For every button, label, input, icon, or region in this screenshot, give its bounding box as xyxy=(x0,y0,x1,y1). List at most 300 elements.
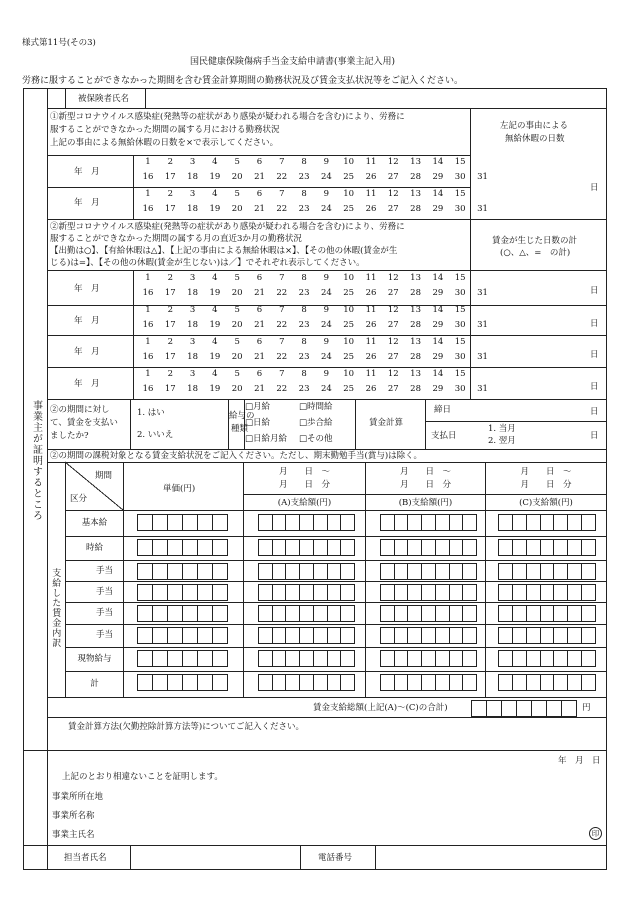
digit-box[interactable] xyxy=(138,515,153,530)
calendar-day[interactable]: 23 xyxy=(298,204,310,214)
digit-box[interactable] xyxy=(513,564,527,579)
digit-box[interactable] xyxy=(422,585,436,600)
digit-box[interactable] xyxy=(527,564,541,579)
digit-box[interactable] xyxy=(554,564,568,579)
calendar-day[interactable]: 28 xyxy=(410,172,421,182)
digit-box[interactable] xyxy=(582,540,595,555)
digit-box[interactable] xyxy=(568,606,582,621)
calendar-day[interactable]: 22 xyxy=(276,172,288,182)
digit-box[interactable] xyxy=(422,515,436,530)
calendar-day[interactable]: 10 xyxy=(343,189,355,199)
calendar-day[interactable]: 29 xyxy=(432,320,444,330)
calendar-day[interactable]: 14 xyxy=(432,189,444,199)
digit-box[interactable] xyxy=(314,675,328,690)
digit-box[interactable] xyxy=(381,628,395,643)
digit-box[interactable] xyxy=(273,540,287,555)
calendar-day[interactable]: 18 xyxy=(187,288,198,298)
amount-digit-boxes[interactable] xyxy=(137,650,228,667)
digit-box[interactable] xyxy=(422,606,436,621)
digit-box[interactable] xyxy=(436,628,450,643)
digit-box[interactable] xyxy=(582,651,595,666)
digit-box[interactable] xyxy=(341,651,354,666)
digit-box[interactable] xyxy=(259,515,273,530)
digit-box[interactable] xyxy=(168,564,183,579)
calendar-day[interactable]: 1 xyxy=(145,157,151,167)
calendar-day[interactable]: 26 xyxy=(365,352,377,362)
wage-type-daily-monthly-checkbox[interactable]: □日給月給 xyxy=(245,434,288,444)
calendar-day[interactable]: 12 xyxy=(387,369,399,379)
calendar-day[interactable]: 16 xyxy=(142,288,154,298)
digit-box[interactable] xyxy=(408,628,422,643)
calendar-day[interactable]: 18 xyxy=(187,204,198,214)
calendar-day[interactable]: 18 xyxy=(187,320,198,330)
digit-box[interactable] xyxy=(286,606,300,621)
digit-box[interactable] xyxy=(450,515,464,530)
digit-box[interactable] xyxy=(300,606,314,621)
calendar-day[interactable]: 21 xyxy=(254,320,265,330)
calendar-day[interactable]: 14 xyxy=(432,369,444,379)
digit-box[interactable] xyxy=(381,564,395,579)
certification-date[interactable]: 年 月 日 xyxy=(558,756,601,766)
digit-box[interactable] xyxy=(527,675,541,690)
calendar-day[interactable]: 14 xyxy=(432,273,444,283)
digit-box[interactable] xyxy=(395,628,409,643)
digit-box[interactable] xyxy=(198,651,213,666)
calendar-day[interactable]: 13 xyxy=(410,305,421,315)
calendar-day[interactable]: 11 xyxy=(365,337,377,347)
calendar-day[interactable]: 26 xyxy=(365,320,377,330)
calendar-day[interactable]: 22 xyxy=(276,204,288,214)
calendar-day[interactable]: 29 xyxy=(432,352,444,362)
calendar-day[interactable]: 13 xyxy=(410,369,421,379)
calendar-day[interactable]: 31 xyxy=(477,384,488,394)
digit-box[interactable] xyxy=(314,585,328,600)
calendar-day[interactable]: 30 xyxy=(454,288,466,298)
digit-box[interactable] xyxy=(436,540,450,555)
digit-box[interactable] xyxy=(198,515,213,530)
calendar-day[interactable]: 21 xyxy=(254,172,265,182)
calendar-day[interactable]: 19 xyxy=(209,172,221,182)
digit-box[interactable] xyxy=(183,606,198,621)
calendar-day[interactable]: 16 xyxy=(142,384,154,394)
calendar-day[interactable]: 15 xyxy=(454,273,466,283)
digit-box[interactable] xyxy=(213,675,227,690)
digit-box[interactable] xyxy=(450,675,464,690)
calendar-day[interactable]: 24 xyxy=(320,352,332,362)
calendar-day[interactable]: 12 xyxy=(387,337,399,347)
digit-box[interactable] xyxy=(422,675,436,690)
digit-box[interactable] xyxy=(153,606,168,621)
calendar-day[interactable]: 4 xyxy=(212,305,218,315)
digit-box[interactable] xyxy=(341,675,354,690)
digit-box[interactable] xyxy=(450,540,464,555)
digit-box[interactable] xyxy=(183,675,198,690)
digit-box[interactable] xyxy=(554,651,568,666)
digit-box[interactable] xyxy=(153,564,168,579)
digit-box[interactable] xyxy=(568,628,582,643)
digit-box[interactable] xyxy=(541,585,555,600)
digit-box[interactable] xyxy=(463,606,476,621)
calendar-day[interactable]: 1 xyxy=(145,189,151,199)
amount-digit-boxes[interactable] xyxy=(380,674,477,691)
calendar-day[interactable]: 17 xyxy=(164,172,176,182)
calendar-day[interactable]: 6 xyxy=(256,157,263,167)
calendar-day[interactable]: 29 xyxy=(432,384,444,394)
calendar-day[interactable]: 5 xyxy=(234,273,240,283)
contact-person-field[interactable] xyxy=(131,846,300,869)
digit-box[interactable] xyxy=(395,515,409,530)
digit-box[interactable] xyxy=(554,515,568,530)
calendar-day[interactable]: 8 xyxy=(301,273,307,283)
digit-box[interactable] xyxy=(582,628,595,643)
digit-box[interactable] xyxy=(381,606,395,621)
amount-digit-boxes[interactable] xyxy=(258,539,355,556)
calendar-day[interactable]: 8 xyxy=(301,189,307,199)
digit-box[interactable] xyxy=(568,540,582,555)
digit-box[interactable] xyxy=(183,515,198,530)
calendar-day[interactable]: 27 xyxy=(387,384,399,394)
digit-box[interactable] xyxy=(568,651,582,666)
amount-digit-boxes[interactable] xyxy=(137,539,228,556)
calendar-day[interactable]: 24 xyxy=(320,320,332,330)
digit-box[interactable] xyxy=(259,606,273,621)
digit-box[interactable] xyxy=(198,675,213,690)
amount-digit-boxes[interactable] xyxy=(258,514,355,531)
calendar-day[interactable]: 21 xyxy=(254,204,265,214)
calendar-day[interactable]: 2 xyxy=(167,273,173,283)
digit-box[interactable] xyxy=(286,515,300,530)
digit-box[interactable] xyxy=(436,585,450,600)
digit-box[interactable] xyxy=(341,564,354,579)
digit-box[interactable] xyxy=(213,540,227,555)
digit-box[interactable] xyxy=(314,515,328,530)
amount-digit-boxes[interactable] xyxy=(258,563,355,580)
calendar-day[interactable]: 29 xyxy=(432,288,444,298)
digit-box[interactable] xyxy=(300,628,314,643)
digit-box[interactable] xyxy=(286,675,300,690)
digit-box[interactable] xyxy=(408,515,422,530)
digit-box[interactable] xyxy=(168,606,183,621)
amount-digit-boxes[interactable] xyxy=(258,650,355,667)
calendar-day[interactable]: 27 xyxy=(387,172,399,182)
calendar-day[interactable]: 3 xyxy=(189,369,196,379)
calendar-day[interactable]: 4 xyxy=(212,189,218,199)
amount-digit-boxes[interactable] xyxy=(137,674,228,691)
calendar-day[interactable]: 10 xyxy=(343,273,355,283)
calendar-day[interactable]: 2 xyxy=(167,305,173,315)
digit-box[interactable] xyxy=(213,515,227,530)
digit-box[interactable] xyxy=(168,651,183,666)
digit-box[interactable] xyxy=(138,628,153,643)
calendar-day[interactable]: 13 xyxy=(410,189,421,199)
digit-box[interactable] xyxy=(300,515,314,530)
amount-digit-boxes[interactable] xyxy=(380,584,477,601)
digit-box[interactable] xyxy=(422,540,436,555)
digit-box[interactable] xyxy=(463,675,476,690)
amount-digit-boxes[interactable] xyxy=(498,514,596,531)
calendar-day[interactable]: 24 xyxy=(320,384,332,394)
calendar-day[interactable]: 28 xyxy=(410,204,421,214)
calendar-day[interactable]: 6 xyxy=(256,337,263,347)
calendar-day[interactable]: 22 xyxy=(276,384,288,394)
calendar-day[interactable]: 24 xyxy=(320,204,332,214)
wage-type-hourly-checkbox[interactable]: □時間給 xyxy=(299,402,333,412)
calendar-day[interactable]: 17 xyxy=(164,352,176,362)
digit-box[interactable] xyxy=(314,540,328,555)
calendar-day[interactable]: 12 xyxy=(387,189,399,199)
digit-box[interactable] xyxy=(273,651,287,666)
digit-box[interactable] xyxy=(554,628,568,643)
digit-box[interactable] xyxy=(328,564,342,579)
calendar-day[interactable]: 3 xyxy=(189,189,196,199)
calendar-day[interactable]: 17 xyxy=(164,288,176,298)
calendar-day[interactable]: 23 xyxy=(298,384,310,394)
calendar-day[interactable]: 5 xyxy=(234,305,240,315)
calendar-day[interactable]: 22 xyxy=(276,288,288,298)
calendar-day[interactable]: 10 xyxy=(343,369,355,379)
calendar-day[interactable]: 1 xyxy=(145,369,151,379)
amount-digit-boxes[interactable] xyxy=(498,650,596,667)
amount-digit-boxes[interactable] xyxy=(137,514,228,531)
calendar-day[interactable]: 27 xyxy=(387,204,399,214)
calendar-day[interactable]: 2 xyxy=(167,157,173,167)
calendar-day[interactable]: 20 xyxy=(231,288,243,298)
digit-box[interactable] xyxy=(328,585,342,600)
calendar-day[interactable]: 30 xyxy=(454,384,466,394)
calendar-day[interactable]: 27 xyxy=(387,320,399,330)
calendar-day[interactable]: 4 xyxy=(212,369,218,379)
calendar-day[interactable]: 23 xyxy=(298,320,310,330)
digit-box[interactable] xyxy=(450,606,464,621)
digit-box[interactable] xyxy=(408,585,422,600)
digit-box[interactable] xyxy=(341,540,354,555)
digit-box[interactable] xyxy=(259,564,273,579)
calendar-day[interactable]: 20 xyxy=(231,204,243,214)
digit-box[interactable] xyxy=(463,564,476,579)
calendar-day[interactable]: 31 xyxy=(477,288,488,298)
calendar-day[interactable]: 20 xyxy=(231,172,243,182)
calendar-day[interactable]: 15 xyxy=(454,157,466,167)
digit-box[interactable] xyxy=(436,515,450,530)
digit-box[interactable] xyxy=(541,606,555,621)
digit-box[interactable] xyxy=(422,628,436,643)
calc-method-field[interactable] xyxy=(48,734,606,750)
digit-box[interactable] xyxy=(499,564,513,579)
digit-box[interactable] xyxy=(450,564,464,579)
digit-box[interactable] xyxy=(213,585,227,600)
calendar-day[interactable]: 12 xyxy=(387,305,399,315)
digit-box[interactable] xyxy=(314,651,328,666)
digit-box[interactable] xyxy=(153,540,168,555)
digit-box[interactable] xyxy=(183,651,198,666)
digit-box[interactable] xyxy=(499,651,513,666)
digit-box[interactable] xyxy=(381,651,395,666)
wage-type-daily-checkbox[interactable]: □日給 xyxy=(245,418,271,428)
calendar-day[interactable]: 8 xyxy=(301,157,307,167)
calendar-day[interactable]: 3 xyxy=(189,305,196,315)
digit-box[interactable] xyxy=(527,606,541,621)
digit-box[interactable] xyxy=(259,585,273,600)
calendar-day[interactable]: 23 xyxy=(298,172,310,182)
digit-box[interactable] xyxy=(341,628,354,643)
digit-box[interactable] xyxy=(381,585,395,600)
calendar-day[interactable]: 8 xyxy=(301,337,307,347)
digit-box[interactable] xyxy=(582,675,595,690)
calendar-day[interactable]: 16 xyxy=(142,204,154,214)
digit-box[interactable] xyxy=(259,651,273,666)
digit-box[interactable] xyxy=(527,651,541,666)
payment-this-month-option[interactable]: 1. 当月 xyxy=(488,424,516,434)
digit-box[interactable] xyxy=(300,585,314,600)
calendar-day[interactable]: 19 xyxy=(209,320,221,330)
digit-box[interactable] xyxy=(153,515,168,530)
digit-box[interactable] xyxy=(183,628,198,643)
calendar-day[interactable]: 26 xyxy=(365,384,377,394)
digit-box[interactable] xyxy=(259,675,273,690)
digit-box[interactable] xyxy=(381,675,395,690)
digit-box[interactable] xyxy=(183,564,198,579)
digit-box[interactable] xyxy=(541,675,555,690)
digit-box[interactable] xyxy=(450,628,464,643)
calendar-day[interactable]: 23 xyxy=(298,288,310,298)
digit-box[interactable] xyxy=(499,628,513,643)
calendar-day[interactable]: 8 xyxy=(301,369,307,379)
calendar-day[interactable]: 25 xyxy=(343,320,355,330)
calendar-day[interactable]: 17 xyxy=(164,204,176,214)
calendar-day[interactable]: 11 xyxy=(365,305,377,315)
digit-box[interactable] xyxy=(168,585,183,600)
wage-type-commission-checkbox[interactable]: □歩合給 xyxy=(299,418,333,428)
calendar-day[interactable]: 13 xyxy=(410,157,421,167)
digit-box[interactable] xyxy=(286,540,300,555)
calendar-day[interactable]: 4 xyxy=(212,273,218,283)
calendar-day[interactable]: 31 xyxy=(477,320,488,330)
digit-box[interactable] xyxy=(300,651,314,666)
calendar-day[interactable]: 6 xyxy=(256,189,263,199)
digit-box[interactable] xyxy=(395,585,409,600)
calendar-day[interactable]: 4 xyxy=(212,337,218,347)
digit-box[interactable] xyxy=(328,651,342,666)
digit-box[interactable] xyxy=(463,540,476,555)
digit-box[interactable] xyxy=(153,628,168,643)
digit-box[interactable] xyxy=(198,585,213,600)
calendar-day[interactable]: 5 xyxy=(234,189,240,199)
digit-box[interactable] xyxy=(499,675,513,690)
digit-box[interactable] xyxy=(554,606,568,621)
calendar-day[interactable]: 31 xyxy=(477,204,488,214)
digit-box[interactable] xyxy=(138,606,153,621)
digit-box[interactable] xyxy=(513,515,527,530)
digit-box[interactable] xyxy=(138,540,153,555)
calendar-day[interactable]: 20 xyxy=(231,384,243,394)
amount-digit-boxes[interactable] xyxy=(498,627,596,644)
digit-box[interactable] xyxy=(499,540,513,555)
calendar-day[interactable]: 30 xyxy=(454,320,466,330)
digit-box[interactable] xyxy=(463,585,476,600)
calendar-day[interactable]: 19 xyxy=(209,288,221,298)
calendar-day[interactable]: 18 xyxy=(187,384,198,394)
digit-box[interactable] xyxy=(422,651,436,666)
digit-box[interactable] xyxy=(395,651,409,666)
calendar-day[interactable]: 6 xyxy=(256,305,263,315)
digit-box[interactable] xyxy=(328,675,342,690)
calendar-day[interactable]: 15 xyxy=(454,369,466,379)
digit-box[interactable] xyxy=(168,628,183,643)
digit-box[interactable] xyxy=(213,628,227,643)
calendar-day[interactable]: 21 xyxy=(254,288,265,298)
digit-box[interactable] xyxy=(499,585,513,600)
calendar-day[interactable]: 9 xyxy=(323,369,330,379)
digit-box[interactable] xyxy=(286,651,300,666)
digit-box[interactable] xyxy=(582,585,595,600)
calendar-day[interactable]: 12 xyxy=(387,273,399,283)
digit-box[interactable] xyxy=(568,564,582,579)
calendar-day[interactable]: 10 xyxy=(343,305,355,315)
digit-box[interactable] xyxy=(168,515,183,530)
calendar-day[interactable]: 9 xyxy=(323,157,330,167)
digit-box[interactable] xyxy=(463,515,476,530)
digit-box[interactable] xyxy=(541,651,555,666)
calendar-day[interactable]: 30 xyxy=(454,352,466,362)
digit-box[interactable] xyxy=(273,515,287,530)
digit-box[interactable] xyxy=(395,606,409,621)
calendar-day[interactable]: 19 xyxy=(209,384,221,394)
calendar-day[interactable]: 15 xyxy=(454,189,466,199)
digit-box[interactable] xyxy=(138,651,153,666)
digit-box[interactable] xyxy=(568,515,582,530)
amount-digit-boxes[interactable] xyxy=(498,539,596,556)
calendar-day[interactable]: 1 xyxy=(145,305,151,315)
payment-yes-option[interactable]: 1. はい xyxy=(137,408,165,418)
payment-no-option[interactable]: 2. いいえ xyxy=(137,430,174,440)
calendar-day[interactable]: 8 xyxy=(301,305,307,315)
calendar-day[interactable]: 24 xyxy=(320,172,332,182)
calendar-day[interactable]: 10 xyxy=(343,157,355,167)
digit-box[interactable] xyxy=(168,540,183,555)
calendar-day[interactable]: 1 xyxy=(145,337,151,347)
digit-box[interactable] xyxy=(554,540,568,555)
amount-digit-boxes[interactable] xyxy=(498,584,596,601)
digit-box[interactable] xyxy=(527,540,541,555)
calendar-day[interactable]: 26 xyxy=(365,288,377,298)
amount-digit-boxes[interactable] xyxy=(380,514,477,531)
digit-box[interactable] xyxy=(408,651,422,666)
digit-box[interactable] xyxy=(259,628,273,643)
calendar-day[interactable]: 9 xyxy=(323,189,330,199)
calendar-day[interactable]: 18 xyxy=(187,352,198,362)
digit-box[interactable] xyxy=(395,675,409,690)
calendar-day[interactable]: 4 xyxy=(212,157,218,167)
digit-box[interactable] xyxy=(463,628,476,643)
calendar-day[interactable]: 14 xyxy=(432,305,444,315)
digit-box[interactable] xyxy=(328,540,342,555)
digit-box[interactable] xyxy=(273,606,287,621)
calendar-day[interactable]: 7 xyxy=(279,305,285,315)
calendar-day[interactable]: 21 xyxy=(254,352,265,362)
calendar-day[interactable]: 15 xyxy=(454,305,466,315)
amount-digit-boxes[interactable] xyxy=(498,563,596,580)
digit-box[interactable] xyxy=(582,515,595,530)
amount-digit-boxes[interactable] xyxy=(380,605,477,622)
calendar-day[interactable]: 27 xyxy=(387,288,399,298)
digit-box[interactable] xyxy=(408,564,422,579)
amount-digit-boxes[interactable] xyxy=(137,584,228,601)
amount-digit-boxes[interactable] xyxy=(137,563,228,580)
calendar-day[interactable]: 28 xyxy=(410,288,421,298)
wage-type-monthly-checkbox[interactable]: □月給 xyxy=(245,402,271,412)
digit-box[interactable] xyxy=(436,606,450,621)
calendar-day[interactable]: 23 xyxy=(298,352,310,362)
